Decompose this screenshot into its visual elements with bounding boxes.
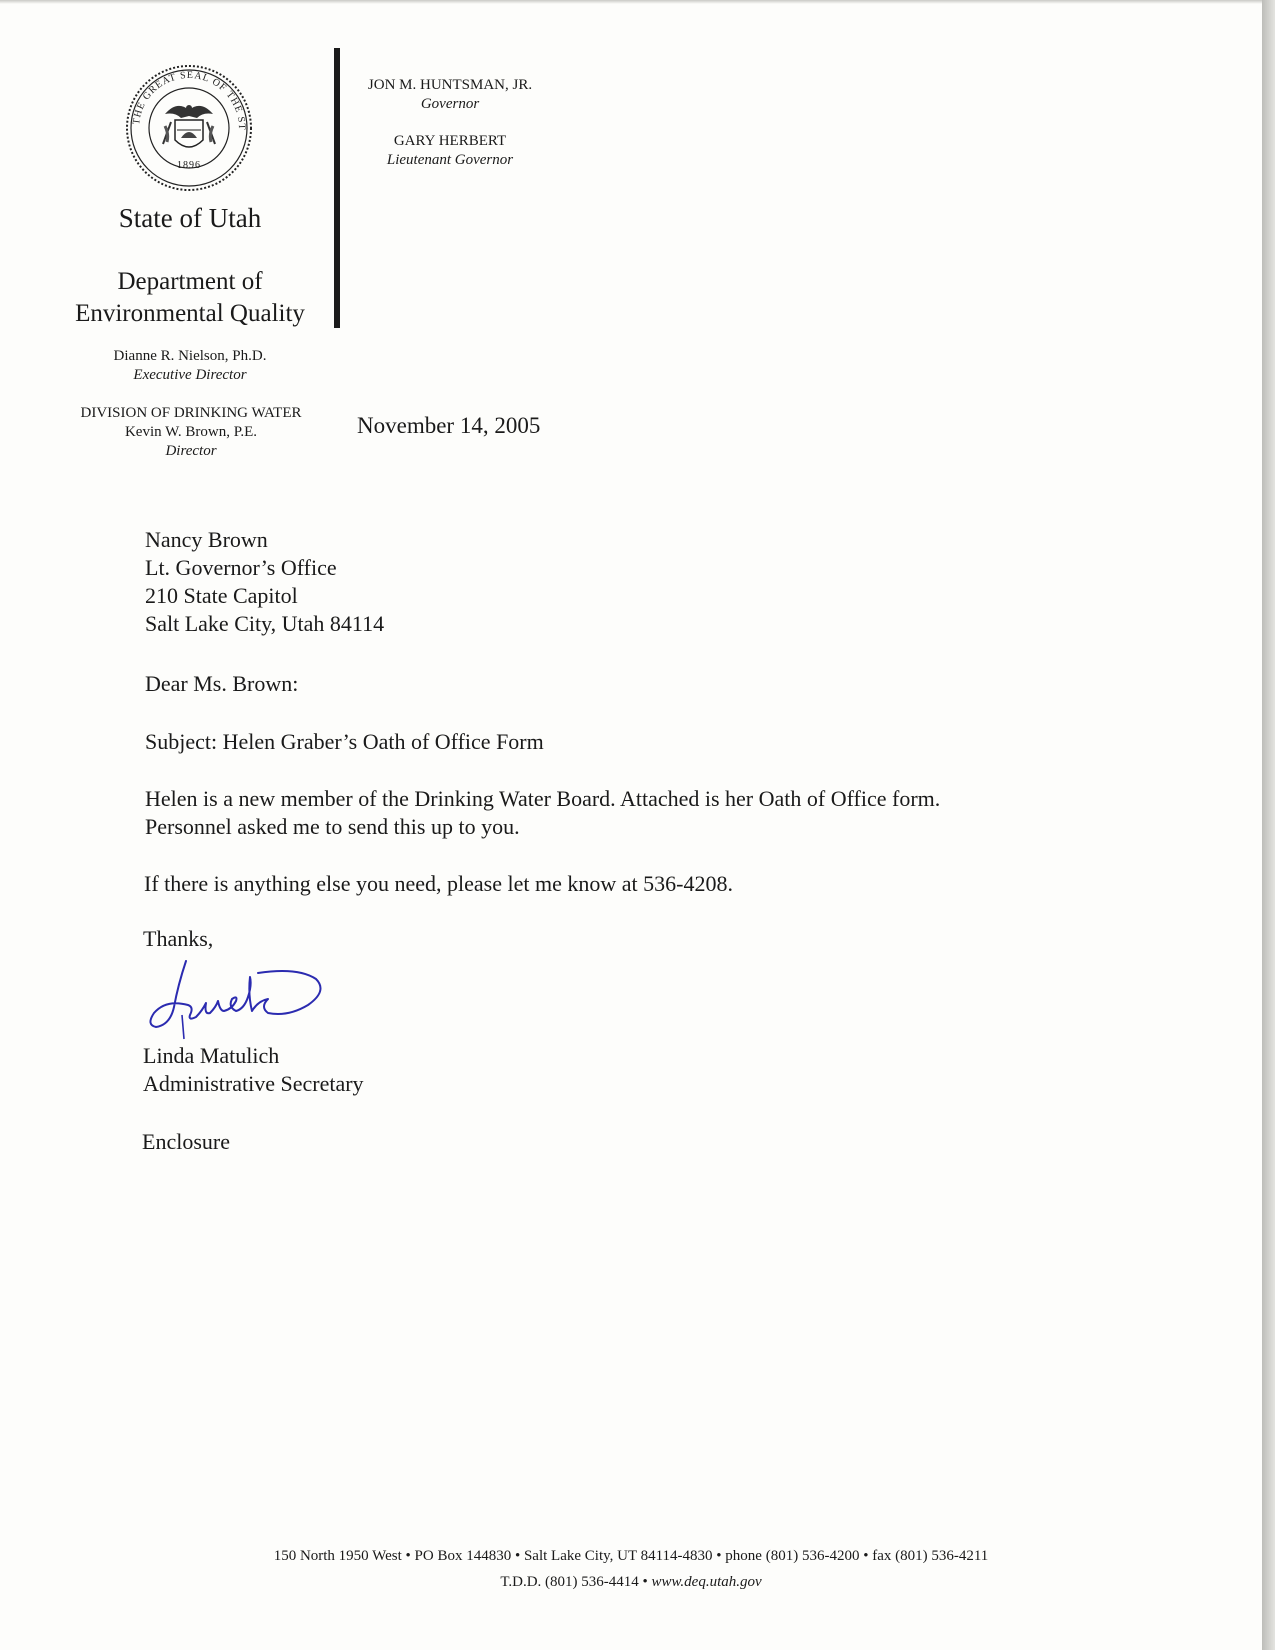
executive-director-name: Dianne R. Nielson, Ph.D.	[113, 348, 267, 364]
recipient-street: 210 State Capitol	[145, 583, 298, 608]
great-seal-of-utah-icon	[125, 64, 253, 192]
recipient-name: Nancy Brown	[145, 527, 268, 552]
lt-governor-title: Lieutenant Governor	[386, 152, 514, 168]
department-line-2: Environmental Quality	[75, 300, 305, 327]
signer-block	[143, 1042, 364, 1098]
closing: Thanks,	[143, 926, 214, 951]
recipient-address	[145, 526, 384, 638]
letter-date: November 14, 2005	[357, 413, 541, 438]
recipient-office: Lt. Governor’s Office	[145, 555, 337, 580]
division-block	[36, 404, 346, 461]
paragraph-1-line-2: Personnel asked me to send this up to you.	[145, 814, 520, 839]
department-line-1: Department of	[117, 268, 263, 295]
footer-address: 150 North 1950 West • PO Box 144830 • Salt Lake City, UT 84114-4830 • phone (801) 536-4200 • fax (801) 536-4211	[273, 1548, 989, 1564]
body-paragraph-2: If there is anything else you need, please let me know at 536-4208.	[144, 871, 733, 896]
paragraph-1-line-1: Helen is a new member of the Drinking Water Board. Attached is her Oath of Office form.	[145, 786, 941, 811]
state-name: State of Utah	[118, 203, 262, 233]
executive-director-block	[40, 347, 340, 385]
enclosure-note: Enclosure	[142, 1129, 230, 1154]
seal-year: 1896	[177, 160, 201, 171]
footer-tdd: T.D.D. (801) 536-4414 •	[500, 1574, 652, 1590]
page-top-shadow	[0, 0, 1262, 4]
handwritten-signature-icon	[148, 955, 348, 1045]
subject-line: Subject: Helen Graber’s Oath of Office Form	[145, 729, 544, 754]
department-name	[40, 266, 340, 330]
recipient-city: Salt Lake City, Utah 84114	[145, 611, 385, 636]
director-name: Kevin W. Brown, P.E.	[124, 424, 258, 440]
governor-block	[350, 76, 550, 114]
footer-contact	[0, 1574, 1262, 1591]
governor-name: JON M. HUNTSMAN, JR.	[367, 77, 533, 93]
signer-name: Linda Matulich	[143, 1043, 280, 1068]
executive-director-title: Executive Director	[133, 367, 247, 383]
body-paragraph-1	[145, 785, 940, 841]
salutation: Dear Ms. Brown:	[145, 671, 299, 696]
division-name: DIVISION OF DRINKING WATER	[80, 405, 302, 421]
footer-website-link[interactable]: www.deq.utah.gov	[651, 1574, 762, 1590]
lt-governor-block	[350, 132, 550, 170]
lt-governor-name: GARY HERBERT	[393, 133, 507, 149]
signer-title: Administrative Secretary	[143, 1071, 364, 1096]
page-edge-shadow	[1262, 0, 1275, 1650]
governor-title: Governor	[420, 96, 480, 112]
director-title: Director	[165, 443, 217, 459]
svg-text:THE GREAT SEAL OF THE STATE OF: THE GREAT SEAL OF THE ST	[131, 69, 248, 131]
